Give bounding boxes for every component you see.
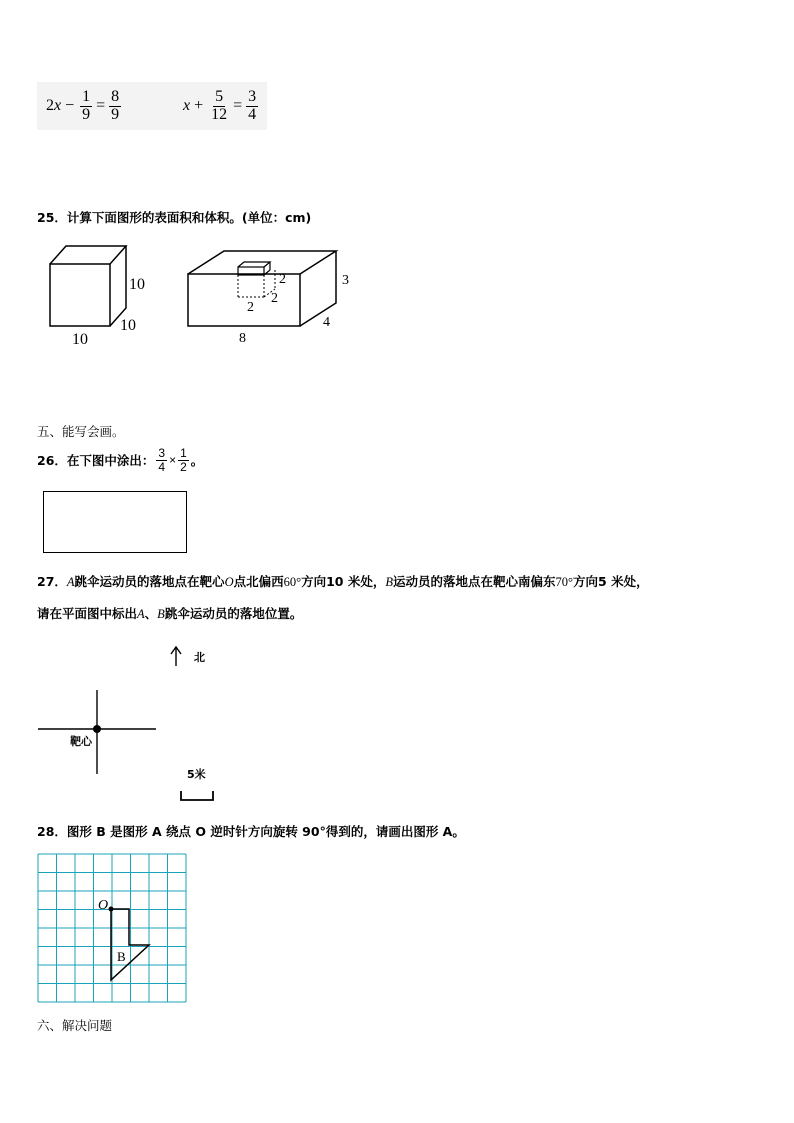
q26-suffix: 。 — [190, 453, 204, 468]
q27-text-1: 跳伞运动员的落地点在靶心 — [74, 574, 225, 589]
q26-shading-rectangle[interactable] — [43, 491, 187, 553]
eq1-f1-num: 1 — [82, 87, 91, 105]
section-5-title: 五、能写会画。 — [37, 424, 125, 439]
eq1-equals: = — [96, 97, 106, 114]
eq2-f2-den: 4 — [248, 105, 257, 123]
eq1-var: x — [54, 97, 62, 114]
eq2-frac-2 — [246, 89, 258, 124]
target-center-label: 靶心 — [70, 735, 92, 748]
cube-top-face — [50, 246, 126, 264]
q27-text-5: 方向5 米处， — [573, 574, 649, 589]
eq1-f1-den: 9 — [82, 105, 91, 123]
cube-front-face — [50, 264, 110, 326]
shape-b-label: B — [117, 949, 126, 964]
q27-var-b-2: B — [157, 607, 165, 621]
eq1-frac-1 — [80, 89, 92, 124]
eq2-frac-1 — [209, 89, 229, 124]
q27-number: 27． — [37, 574, 67, 589]
cube-side-face — [110, 246, 126, 326]
eq1-f2-num: 8 — [111, 87, 120, 105]
q26-f1-den: 4 — [158, 459, 166, 474]
eq2-var: x — [183, 97, 191, 114]
question-25-text: 25．计算下面图形的表面积和体积。(单位：cm) — [37, 210, 312, 225]
cutout-label-3: 2 — [247, 300, 254, 315]
eq1-frac-2 — [109, 89, 121, 124]
equation-2 — [183, 86, 260, 126]
q27-var-a-2: A — [137, 607, 145, 621]
eq2-f2-num: 3 — [248, 87, 257, 105]
eq2-op: + — [194, 97, 204, 114]
q27-var-o: O — [224, 575, 234, 589]
q27-var-a: A — [66, 575, 75, 589]
q27-text-7: 跳伞运动员的落地位置。 — [164, 606, 303, 621]
q26-times: × — [169, 453, 177, 467]
eq1-f2-den: 9 — [111, 105, 120, 123]
cuboid-label-height: 3 — [342, 273, 349, 288]
cube-label-right: 10 — [129, 276, 145, 293]
north-label: 北 — [194, 651, 205, 664]
cutout-label-2: 2 — [271, 291, 278, 306]
q26-f2-den: 2 — [180, 459, 187, 474]
target-plane-diagram[interactable] — [30, 640, 230, 810]
scale-label: 5米 — [187, 768, 206, 781]
q27-angle-2: 70° — [555, 575, 574, 589]
q26-frac-1 — [156, 447, 167, 473]
q27-text-4: 运动员的落地点在靶心南偏东 — [393, 574, 556, 589]
eq2-f1-den: 12 — [211, 105, 228, 123]
q27-text-2: 点北偏西 — [233, 574, 284, 589]
cuboid-figure — [180, 240, 360, 350]
cube-label-bottom: 10 — [72, 331, 88, 348]
target-center-point — [93, 725, 101, 733]
q27-angle-1: 60° — [283, 575, 302, 589]
rotation-grid[interactable] — [37, 853, 189, 1005]
question-28-text: 28．图形 B 是图形 A 绕点 O 逆时针方向旋转 90°得到的，请画出图形 A。 — [37, 824, 465, 839]
eq1-coef: 2 — [46, 97, 54, 114]
cutout-label-1: 2 — [279, 272, 286, 287]
q27-text-6: 请在平面图中标出 — [37, 606, 138, 621]
eq2-f1-num: 5 — [215, 87, 224, 105]
question-26 — [37, 443, 203, 477]
q26-prefix: 26．在下图中涂出： — [37, 453, 155, 468]
q27-var-b: B — [385, 575, 393, 589]
cuboid-cutout — [238, 262, 270, 275]
q26-f2-num: 1 — [180, 445, 187, 460]
cuboid-label-length: 8 — [239, 331, 246, 346]
eq2-equals: = — [233, 97, 243, 114]
section-6-title: 六、解决问题 — [37, 1018, 113, 1033]
question-27-line-2 — [37, 604, 302, 622]
q26-frac-2 — [178, 447, 189, 473]
cuboid-label-width: 4 — [323, 315, 330, 330]
point-o — [109, 907, 114, 912]
q27-text-3: 方向10 米处， — [301, 574, 386, 589]
cube-figure — [40, 240, 160, 350]
equation-1 — [46, 86, 123, 126]
q27-sep: 、 — [144, 606, 158, 621]
eq1-op: − — [65, 97, 75, 114]
scale-bar — [181, 791, 213, 800]
point-o-label: O — [98, 898, 109, 913]
q26-f1-num: 3 — [158, 445, 166, 460]
question-27-line-1 — [37, 572, 649, 590]
cube-label-depth: 10 — [120, 317, 136, 334]
